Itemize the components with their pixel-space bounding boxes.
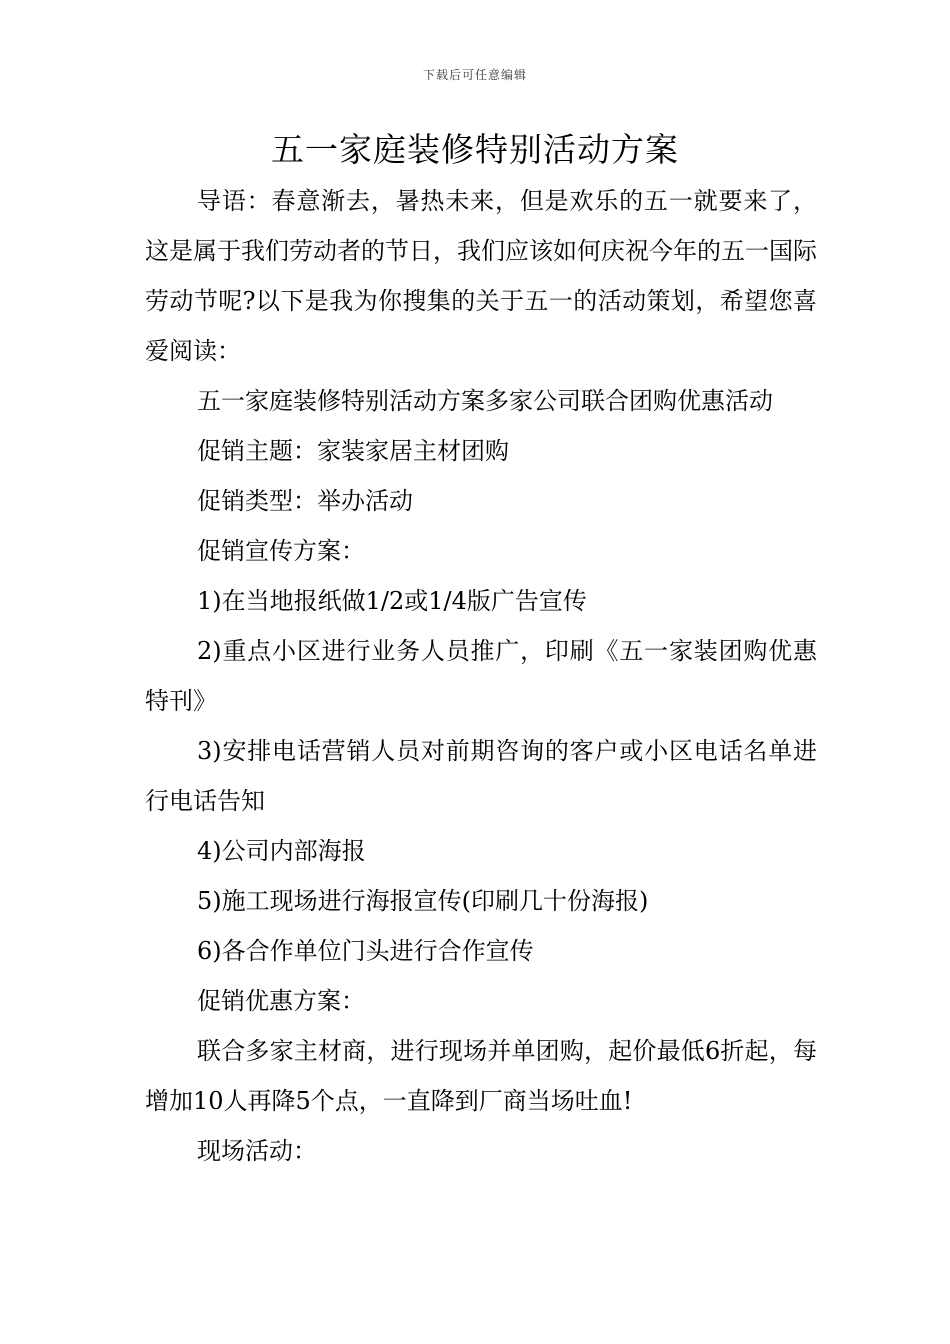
paragraph-publicity-item-5: 5)施工现场进行海报宣传(印刷几十份海报) (197, 887, 649, 915)
paragraph-publicity-item-6: 6)各合作单位门头进行合作宣传 (197, 937, 534, 965)
paragraph-promo-theme: 促销主题：家装家居主材团购 (197, 437, 509, 465)
paragraph-publicity-item-2: 2)重点小区进行业务人员推广，印刷《五一家装团购优惠特刊》 (145, 637, 817, 715)
paragraph-promo-type: 促销类型：举办活动 (197, 487, 413, 515)
paragraph-discount-detail: 联合多家主材商，进行现场并单团购，起价最低6折起，每增加10人再降5个点，一直降到厂商当场吐血! (145, 1037, 817, 1115)
paragraph-publicity-item-1: 1)在当地报纸做1/2或1/4版广告宣传 (197, 587, 587, 615)
paragraph-publicity-heading: 促销宣传方案： (197, 537, 365, 565)
paragraph-publicity-item-4: 4)公司内部海报 (197, 837, 366, 865)
paragraph-discount-heading: 促销优惠方案： (197, 987, 365, 1015)
paragraph-intro: 导语：春意渐去，暑热未来，但是欢乐的五一就要来了，这是属于我们劳动者的节日，我们应该如何庆祝今年的五一国际劳动节呢?以下是我为你搜集的关于五一的活动策划，希望您喜爱阅读： (145, 187, 817, 365)
paragraph-plan-name: 五一家庭装修特别活动方案多家公司联合团购优惠活动 (197, 387, 773, 415)
document-title: 五一家庭装修特别活动方案 (271, 130, 679, 169)
paragraph-publicity-item-3: 3)安排电话营销人员对前期咨询的客户或小区电话名单进行电话告知 (145, 737, 817, 815)
paragraph-onsite-heading: 现场活动： (197, 1137, 317, 1165)
page-header-note: 下载后可任意编辑 (422, 68, 527, 82)
document-body (145, 176, 817, 1176)
